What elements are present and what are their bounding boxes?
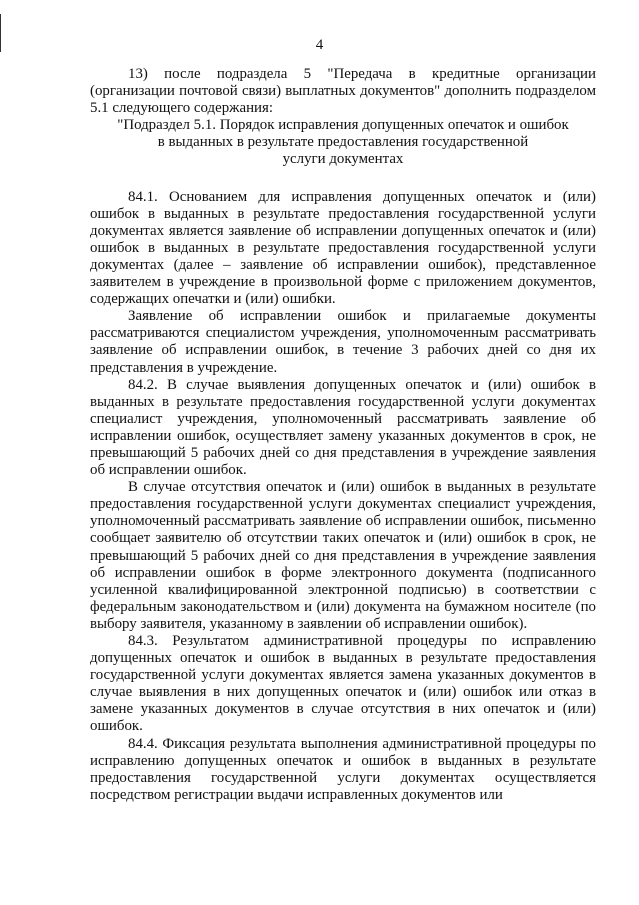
subsection-title-line: в выданных в результате предоставления государственной <box>157 134 529 151</box>
paragraph-84-1: 84.1. Основанием для исправления допущенных опечаток и (или) ошибок в выданных в результате предоставления государственной услуги документах является заявление об исправлении допущенных опечаток и (или) ошибок в выданных в результате предоставления государственной услуги документах (далее – заявление об исправлении ошибок), представленное заявителем в учреждение в произвольной форме с приложением документов, содержащих опечатки и (или) ошибки. <box>90 188 596 308</box>
paragraph-84-1-review: Заявление об исправлении ошибок и прилагаемые документы рассматриваются специалистом учреждения, уполномоченным рассматривать заявление об исправлении ошибок, в течение 3 рабочих дней со дня их представления в учреждение. <box>90 308 596 376</box>
document-body <box>90 66 596 804</box>
page-number: 4 <box>315 37 324 53</box>
paragraph-84-2-absence: В случае отсутствия опечаток и (или) ошибок в выданных в результате предоставления государственной услуги документах специалист учреждения, уполномоченный рассматривать заявление об исправлении ошибок, письменно сообщает заявителю об отсутствии таких опечаток и (или) ошибок в срок, не превышающий 5 рабочих дней со дня представления в учреждение заявления об исправлении ошибок в форме электронного документа (подписанного усиленной квалифицированной электронной подписью) в соответствии с федеральным законодательством и (или) документа на бумажном носителе (по выбору заявителя, указанному в заявлении об исправлении ошибок). <box>90 479 596 632</box>
intro-paragraph: 13) после подраздела 5 "Передача в кредитные организации (организации почтовой связи) выплатных документов" дополнить подразделом 5.1 следующего содержания: <box>90 66 596 117</box>
subsection-title <box>90 117 596 168</box>
section-gap <box>90 169 596 189</box>
paragraph-84-3: 84.3. Результатом административной процедуры по исправлению допущенных опечаток и ошибок в выданных в результате предоставления государственной услуги документах является замена указанных документов в случае выявления в них допущенных опечаток и (или) ошибок или отказ в замене указанных документов в случае отсутствия в них опечаток и (или) ошибок. <box>90 633 596 735</box>
paragraph-84-4: 84.4. Фиксация результата выполнения административной процедуры по исправлению допущенных опечаток и ошибок в выданных в результате предоставления государственной услуги документах осуществляется посредством регистрации выдачи исправленных документов или <box>90 735 596 803</box>
subsection-title-line: услуги документах <box>282 151 404 168</box>
paragraph-84-2: 84.2. В случае выявления допущенных опечаток и (или) ошибок в выданных в результате предоставления государственной услуги документах специалист учреждения, уполномоченный рассматривать заявление об исправлении ошибок, осуществляет замену указанных документов в срок, не превышающий 5 рабочих дней со дня представления в учреждение заявления об исправлении ошибок. <box>90 376 596 479</box>
subsection-title-line: "Подраздел 5.1. Порядок исправления допущенных опечаток и ошибок <box>117 117 569 134</box>
